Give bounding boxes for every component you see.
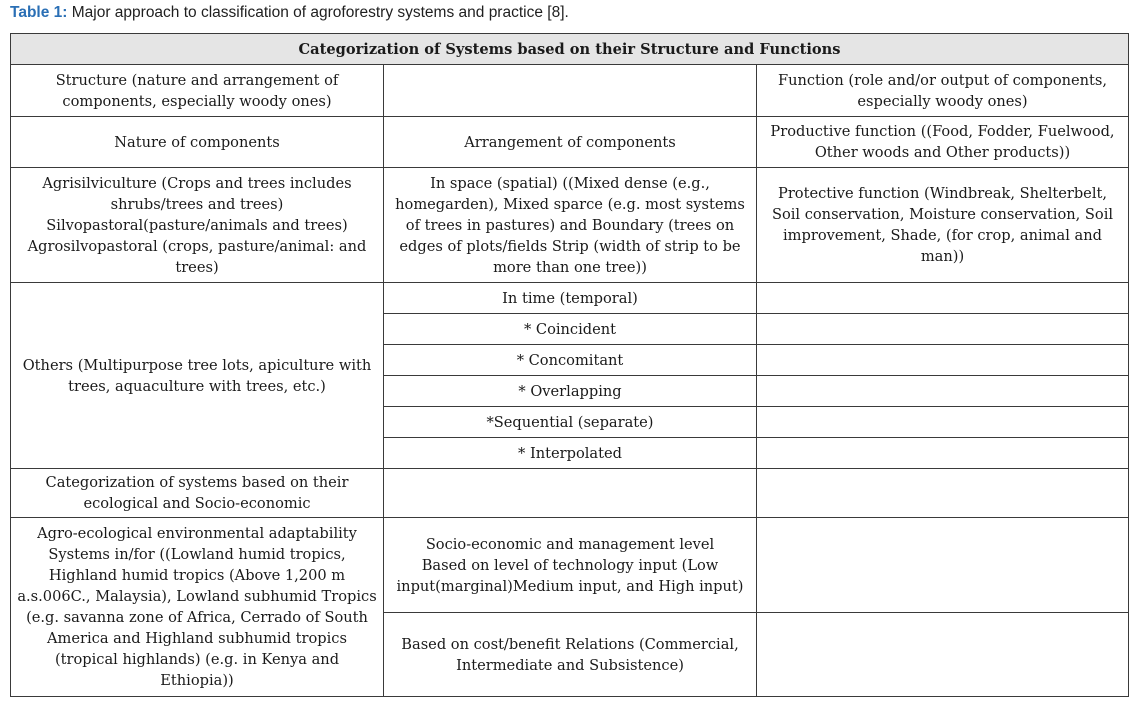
- cell-empty: [757, 314, 1129, 345]
- table-row: [11, 518, 1129, 613]
- table-row: [11, 168, 1129, 283]
- classification-table: [10, 33, 1129, 697]
- table-caption-text: Major approach to classification of agroforestry systems and practice [8].: [67, 4, 569, 21]
- cell-empty: [757, 376, 1129, 407]
- cell-cost-benefit: Based on cost/benefit Relations (Commercial, Intermediate and Subsistence): [384, 613, 757, 697]
- cell-agrisilviculture: Agrisilviculture (Crops and trees includes shrubs/trees and trees) Silvopastoral(pasture/animals and trees) Agrosilvopastoral (crops, pasture/animal: and trees): [11, 168, 384, 283]
- cell-empty: [757, 469, 1129, 518]
- cell-ecological-categorization: Categorization of systems based on their ecological and Socio-economic: [11, 469, 384, 518]
- cell-in-space: In space (spatial) ((Mixed dense (e.g., homegarden), Mixed sparce (e.g. most systems of trees in pastures) and Boundary (trees on edges of plots/fields Strip (width of strip to be more than one tree)): [384, 168, 757, 283]
- table-row: [11, 283, 1129, 314]
- cell-nature-of-components: Nature of components: [11, 117, 384, 168]
- table-header-row: [11, 34, 1129, 65]
- cell-function: Function (role and/or output of components, especially woody ones): [757, 65, 1129, 117]
- cell-empty: [757, 438, 1129, 469]
- cell-empty: [757, 613, 1129, 697]
- cell-overlapping: * Overlapping: [384, 376, 757, 407]
- cell-empty: [757, 283, 1129, 314]
- cell-empty: [384, 65, 757, 117]
- cell-socio-economic-level: Socio-economic and management level Based on level of technology input (Low input(marginal)Medium input, and High input): [384, 518, 757, 613]
- cell-empty: [757, 345, 1129, 376]
- cell-arrangement-of-components: Arrangement of components: [384, 117, 757, 168]
- table-row: [11, 469, 1129, 518]
- table-caption-label: Table 1:: [10, 4, 68, 21]
- table-row: [11, 117, 1129, 168]
- cell-coincident: * Coincident: [384, 314, 757, 345]
- table-row: [11, 65, 1129, 117]
- cell-empty: [757, 407, 1129, 438]
- cell-others: Others (Multipurpose tree lots, apiculture with trees, aquaculture with trees, etc.): [11, 283, 384, 469]
- table-caption: [10, 4, 569, 22]
- cell-protective-function: Protective function (Windbreak, Shelterbelt, Soil conservation, Moisture conservation, Soil improvement, Shade, (for crop, animal and man)): [757, 168, 1129, 283]
- cell-interpolated: * Interpolated: [384, 438, 757, 469]
- table-header: Categorization of Systems based on their Structure and Functions: [11, 34, 1129, 65]
- cell-in-time: In time (temporal): [384, 283, 757, 314]
- cell-agro-ecological-adaptability: Agro-ecological environmental adaptability Systems in/for ((Lowland humid tropics, Highland humid tropics (Above 1,200 m a.s.006C., Malaysia), Lowland subhumid Tropics (e.g. savanna zone of Africa, Cerrado of South America and Highland subhumid tropics (tropical highlands) (e.g. in Kenya and Ethiopia)): [11, 518, 384, 697]
- cell-structure: Structure (nature and arrangement of components, especially woody ones): [11, 65, 384, 117]
- cell-productive-function: Productive function ((Food, Fodder, Fuelwood, Other woods and Other products)): [757, 117, 1129, 168]
- cell-empty: [384, 469, 757, 518]
- cell-sequential: *Sequential (separate): [384, 407, 757, 438]
- cell-concomitant: * Concomitant: [384, 345, 757, 376]
- cell-empty: [757, 518, 1129, 613]
